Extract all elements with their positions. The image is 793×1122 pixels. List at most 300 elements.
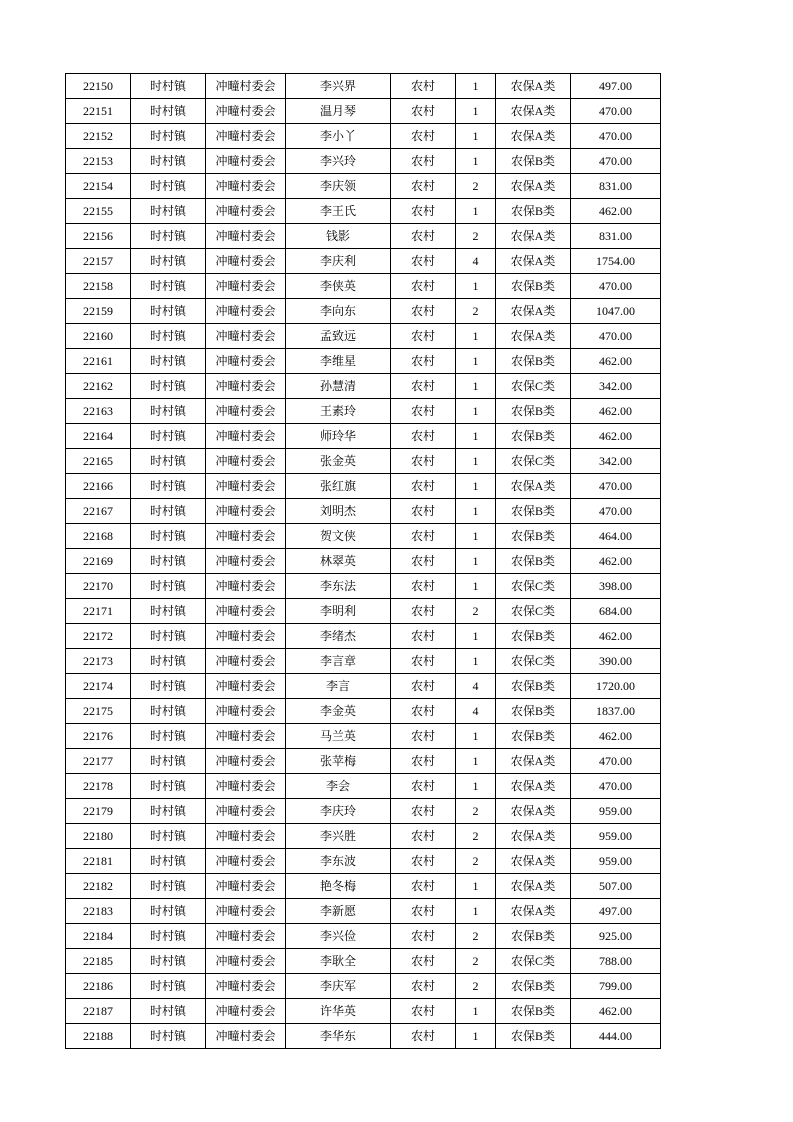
cell-headcount: 2 [456, 824, 496, 849]
cell-record-id: 22151 [66, 99, 131, 124]
cell-headcount: 1 [456, 499, 496, 524]
cell-person-name: 刘明杰 [286, 499, 391, 524]
cell-residence-type: 农村 [391, 724, 456, 749]
cell-amount: 470.00 [571, 749, 661, 774]
cell-amount: 462.00 [571, 549, 661, 574]
cell-person-name: 温月琴 [286, 99, 391, 124]
cell-person-name: 李绪杰 [286, 624, 391, 649]
cell-village-committee: 冲疃村委会 [206, 499, 286, 524]
cell-town: 时村镇 [131, 274, 206, 299]
cell-person-name: 许华英 [286, 999, 391, 1024]
cell-village-committee: 冲疃村委会 [206, 74, 286, 99]
cell-residence-type: 农村 [391, 149, 456, 174]
cell-town: 时村镇 [131, 349, 206, 374]
cell-headcount: 1 [456, 899, 496, 924]
cell-residence-type: 农村 [391, 674, 456, 699]
cell-insurance-category: 农保A类 [496, 474, 571, 499]
cell-amount: 464.00 [571, 524, 661, 549]
cell-headcount: 1 [456, 774, 496, 799]
cell-person-name: 李庆领 [286, 174, 391, 199]
cell-amount: 831.00 [571, 174, 661, 199]
cell-person-name: 艳冬梅 [286, 874, 391, 899]
cell-person-name: 李新愿 [286, 899, 391, 924]
cell-amount: 1754.00 [571, 249, 661, 274]
cell-town: 时村镇 [131, 1024, 206, 1049]
cell-amount: 959.00 [571, 849, 661, 874]
table-row [66, 74, 661, 99]
cell-headcount: 2 [456, 224, 496, 249]
cell-amount: 470.00 [571, 474, 661, 499]
cell-record-id: 22160 [66, 324, 131, 349]
cell-amount: 497.00 [571, 74, 661, 99]
cell-amount: 462.00 [571, 349, 661, 374]
cell-person-name: 林翠英 [286, 549, 391, 574]
cell-record-id: 22163 [66, 399, 131, 424]
cell-town: 时村镇 [131, 499, 206, 524]
cell-town: 时村镇 [131, 699, 206, 724]
cell-residence-type: 农村 [391, 824, 456, 849]
cell-headcount: 2 [456, 924, 496, 949]
cell-amount: 470.00 [571, 124, 661, 149]
cell-headcount: 1 [456, 274, 496, 299]
cell-insurance-category: 农保C类 [496, 574, 571, 599]
table-row [66, 799, 661, 824]
cell-insurance-category: 农保B类 [496, 399, 571, 424]
cell-headcount: 1 [456, 199, 496, 224]
cell-record-id: 22162 [66, 374, 131, 399]
cell-record-id: 22173 [66, 649, 131, 674]
cell-headcount: 2 [456, 799, 496, 824]
cell-record-id: 22154 [66, 174, 131, 199]
cell-residence-type: 农村 [391, 299, 456, 324]
cell-residence-type: 农村 [391, 999, 456, 1024]
cell-amount: 342.00 [571, 374, 661, 399]
cell-residence-type: 农村 [391, 774, 456, 799]
cell-headcount: 1 [456, 1024, 496, 1049]
table-row [66, 774, 661, 799]
cell-town: 时村镇 [131, 99, 206, 124]
cell-person-name: 张苹梅 [286, 749, 391, 774]
cell-headcount: 1 [456, 374, 496, 399]
cell-record-id: 22181 [66, 849, 131, 874]
cell-record-id: 22186 [66, 974, 131, 999]
cell-village-committee: 冲疃村委会 [206, 449, 286, 474]
cell-person-name: 李王氏 [286, 199, 391, 224]
table-row [66, 249, 661, 274]
cell-record-id: 22177 [66, 749, 131, 774]
cell-residence-type: 农村 [391, 274, 456, 299]
cell-record-id: 22176 [66, 724, 131, 749]
cell-headcount: 2 [456, 599, 496, 624]
cell-amount: 470.00 [571, 149, 661, 174]
cell-amount: 831.00 [571, 224, 661, 249]
cell-headcount: 1 [456, 624, 496, 649]
cell-headcount: 1 [456, 399, 496, 424]
cell-town: 时村镇 [131, 874, 206, 899]
cell-insurance-category: 农保B类 [496, 274, 571, 299]
cell-person-name: 张红旗 [286, 474, 391, 499]
cell-residence-type: 农村 [391, 899, 456, 924]
cell-village-committee: 冲疃村委会 [206, 99, 286, 124]
cell-village-committee: 冲疃村委会 [206, 249, 286, 274]
cell-amount: 497.00 [571, 899, 661, 924]
cell-headcount: 1 [456, 349, 496, 374]
cell-headcount: 1 [456, 324, 496, 349]
cell-record-id: 22187 [66, 999, 131, 1024]
cell-village-committee: 冲疃村委会 [206, 549, 286, 574]
table-row [66, 274, 661, 299]
cell-insurance-category: 农保B类 [496, 624, 571, 649]
cell-village-committee: 冲疃村委会 [206, 649, 286, 674]
table-row [66, 674, 661, 699]
cell-headcount: 1 [456, 449, 496, 474]
cell-town: 时村镇 [131, 924, 206, 949]
cell-town: 时村镇 [131, 849, 206, 874]
cell-insurance-category: 农保A类 [496, 174, 571, 199]
cell-insurance-category: 农保A类 [496, 74, 571, 99]
cell-residence-type: 农村 [391, 799, 456, 824]
cell-insurance-category: 农保A类 [496, 749, 571, 774]
cell-town: 时村镇 [131, 449, 206, 474]
cell-record-id: 22169 [66, 549, 131, 574]
cell-headcount: 2 [456, 299, 496, 324]
cell-insurance-category: 农保B类 [496, 674, 571, 699]
cell-town: 时村镇 [131, 474, 206, 499]
cell-insurance-category: 农保B类 [496, 149, 571, 174]
cell-insurance-category: 农保A类 [496, 324, 571, 349]
cell-residence-type: 农村 [391, 949, 456, 974]
cell-amount: 398.00 [571, 574, 661, 599]
cell-village-committee: 冲疃村委会 [206, 899, 286, 924]
cell-insurance-category: 农保B类 [496, 724, 571, 749]
cell-village-committee: 冲疃村委会 [206, 424, 286, 449]
cell-residence-type: 农村 [391, 424, 456, 449]
cell-headcount: 2 [456, 174, 496, 199]
cell-insurance-category: 农保B类 [496, 424, 571, 449]
cell-person-name: 李会 [286, 774, 391, 799]
cell-record-id: 22178 [66, 774, 131, 799]
cell-record-id: 22184 [66, 924, 131, 949]
cell-person-name: 李金英 [286, 699, 391, 724]
cell-town: 时村镇 [131, 224, 206, 249]
cell-insurance-category: 农保B类 [496, 999, 571, 1024]
table-row [66, 374, 661, 399]
cell-town: 时村镇 [131, 374, 206, 399]
cell-headcount: 1 [456, 424, 496, 449]
table-row [66, 824, 661, 849]
table-row [66, 499, 661, 524]
cell-residence-type: 农村 [391, 99, 456, 124]
cell-residence-type: 农村 [391, 699, 456, 724]
cell-record-id: 22168 [66, 524, 131, 549]
cell-insurance-category: 农保C类 [496, 949, 571, 974]
cell-town: 时村镇 [131, 124, 206, 149]
cell-town: 时村镇 [131, 149, 206, 174]
table-row [66, 949, 661, 974]
cell-insurance-category: 农保B类 [496, 549, 571, 574]
cell-insurance-category: 农保A类 [496, 849, 571, 874]
cell-residence-type: 农村 [391, 349, 456, 374]
cell-headcount: 1 [456, 749, 496, 774]
cell-record-id: 22174 [66, 674, 131, 699]
cell-town: 时村镇 [131, 999, 206, 1024]
cell-town: 时村镇 [131, 949, 206, 974]
cell-person-name: 李东法 [286, 574, 391, 599]
cell-village-committee: 冲疃村委会 [206, 1024, 286, 1049]
table-row [66, 649, 661, 674]
cell-residence-type: 农村 [391, 524, 456, 549]
cell-village-committee: 冲疃村委会 [206, 599, 286, 624]
cell-record-id: 22155 [66, 199, 131, 224]
cell-amount: 462.00 [571, 424, 661, 449]
cell-headcount: 1 [456, 649, 496, 674]
table-row [66, 874, 661, 899]
cell-person-name: 马兰英 [286, 724, 391, 749]
cell-amount: 470.00 [571, 774, 661, 799]
cell-record-id: 22188 [66, 1024, 131, 1049]
table-row [66, 974, 661, 999]
cell-town: 时村镇 [131, 799, 206, 824]
cell-person-name: 李言章 [286, 649, 391, 674]
cell-village-committee: 冲疃村委会 [206, 799, 286, 824]
cell-person-name: 李东波 [286, 849, 391, 874]
cell-residence-type: 农村 [391, 174, 456, 199]
cell-residence-type: 农村 [391, 924, 456, 949]
cell-person-name: 李小丫 [286, 124, 391, 149]
cell-residence-type: 农村 [391, 574, 456, 599]
cell-residence-type: 农村 [391, 199, 456, 224]
cell-village-committee: 冲疃村委会 [206, 824, 286, 849]
cell-town: 时村镇 [131, 74, 206, 99]
cell-village-committee: 冲疃村委会 [206, 349, 286, 374]
cell-town: 时村镇 [131, 899, 206, 924]
cell-person-name: 李向东 [286, 299, 391, 324]
table-row [66, 224, 661, 249]
cell-town: 时村镇 [131, 399, 206, 424]
cell-village-committee: 冲疃村委会 [206, 199, 286, 224]
cell-amount: 462.00 [571, 199, 661, 224]
cell-person-name: 李侠英 [286, 274, 391, 299]
cell-village-committee: 冲疃村委会 [206, 474, 286, 499]
cell-person-name: 李兴胜 [286, 824, 391, 849]
cell-residence-type: 农村 [391, 374, 456, 399]
cell-headcount: 4 [456, 674, 496, 699]
cell-town: 时村镇 [131, 424, 206, 449]
cell-village-committee: 冲疃村委会 [206, 574, 286, 599]
cell-residence-type: 农村 [391, 74, 456, 99]
cell-amount: 1720.00 [571, 674, 661, 699]
cell-insurance-category: 农保B类 [496, 199, 571, 224]
cell-person-name: 李耿全 [286, 949, 391, 974]
cell-person-name: 孙慧清 [286, 374, 391, 399]
cell-insurance-category: 农保C类 [496, 374, 571, 399]
table-row [66, 549, 661, 574]
cell-amount: 959.00 [571, 799, 661, 824]
cell-person-name: 李兴俭 [286, 924, 391, 949]
cell-amount: 470.00 [571, 499, 661, 524]
cell-person-name: 李维星 [286, 349, 391, 374]
cell-record-id: 22182 [66, 874, 131, 899]
cell-village-committee: 冲疃村委会 [206, 174, 286, 199]
cell-record-id: 22172 [66, 624, 131, 649]
cell-person-name: 师玲华 [286, 424, 391, 449]
cell-insurance-category: 农保C类 [496, 599, 571, 624]
cell-insurance-category: 农保A类 [496, 774, 571, 799]
cell-headcount: 2 [456, 849, 496, 874]
cell-residence-type: 农村 [391, 224, 456, 249]
table-row [66, 199, 661, 224]
cell-insurance-category: 农保B类 [496, 699, 571, 724]
cell-town: 时村镇 [131, 324, 206, 349]
cell-headcount: 1 [456, 549, 496, 574]
cell-headcount: 1 [456, 874, 496, 899]
table-row [66, 724, 661, 749]
cell-village-committee: 冲疃村委会 [206, 324, 286, 349]
cell-residence-type: 农村 [391, 499, 456, 524]
cell-person-name: 钱影 [286, 224, 391, 249]
table-row [66, 849, 661, 874]
cell-person-name: 李兴玲 [286, 149, 391, 174]
cell-person-name: 张金英 [286, 449, 391, 474]
table-row [66, 899, 661, 924]
table-row [66, 624, 661, 649]
cell-village-committee: 冲疃村委会 [206, 924, 286, 949]
cell-record-id: 22159 [66, 299, 131, 324]
cell-residence-type: 农村 [391, 849, 456, 874]
cell-insurance-category: 农保C类 [496, 449, 571, 474]
cell-town: 时村镇 [131, 174, 206, 199]
cell-headcount: 1 [456, 99, 496, 124]
cell-record-id: 22166 [66, 474, 131, 499]
cell-insurance-category: 农保B类 [496, 1024, 571, 1049]
table-row [66, 449, 661, 474]
cell-town: 时村镇 [131, 249, 206, 274]
cell-record-id: 22161 [66, 349, 131, 374]
cell-town: 时村镇 [131, 824, 206, 849]
cell-amount: 470.00 [571, 324, 661, 349]
cell-town: 时村镇 [131, 524, 206, 549]
cell-town: 时村镇 [131, 974, 206, 999]
cell-insurance-category: 农保A类 [496, 899, 571, 924]
cell-record-id: 22170 [66, 574, 131, 599]
cell-record-id: 22167 [66, 499, 131, 524]
cell-headcount: 1 [456, 124, 496, 149]
table-row [66, 524, 661, 549]
cell-village-committee: 冲疃村委会 [206, 274, 286, 299]
table-row [66, 574, 661, 599]
cell-record-id: 22185 [66, 949, 131, 974]
cell-person-name: 王素玲 [286, 399, 391, 424]
cell-amount: 788.00 [571, 949, 661, 974]
cell-record-id: 22180 [66, 824, 131, 849]
table-row [66, 174, 661, 199]
cell-residence-type: 农村 [391, 974, 456, 999]
table-row [66, 149, 661, 174]
cell-residence-type: 农村 [391, 624, 456, 649]
cell-amount: 462.00 [571, 999, 661, 1024]
table-row [66, 324, 661, 349]
cell-amount: 470.00 [571, 99, 661, 124]
cell-amount: 462.00 [571, 724, 661, 749]
cell-village-committee: 冲疃村委会 [206, 999, 286, 1024]
cell-residence-type: 农村 [391, 599, 456, 624]
cell-residence-type: 农村 [391, 649, 456, 674]
cell-headcount: 1 [456, 474, 496, 499]
cell-town: 时村镇 [131, 299, 206, 324]
cell-insurance-category: 农保B类 [496, 499, 571, 524]
cell-village-committee: 冲疃村委会 [206, 699, 286, 724]
cell-insurance-category: 农保A类 [496, 124, 571, 149]
cell-residence-type: 农村 [391, 399, 456, 424]
table-row [66, 1024, 661, 1049]
cell-insurance-category: 农保A类 [496, 874, 571, 899]
cell-record-id: 22171 [66, 599, 131, 624]
cell-residence-type: 农村 [391, 474, 456, 499]
cell-village-committee: 冲疃村委会 [206, 299, 286, 324]
table-row [66, 924, 661, 949]
cell-insurance-category: 农保C类 [496, 649, 571, 674]
cell-record-id: 22175 [66, 699, 131, 724]
cell-person-name: 贺文侠 [286, 524, 391, 549]
table-row [66, 999, 661, 1024]
cell-person-name: 李庆利 [286, 249, 391, 274]
table-row [66, 599, 661, 624]
cell-residence-type: 农村 [391, 549, 456, 574]
cell-village-committee: 冲疃村委会 [206, 624, 286, 649]
table-row [66, 474, 661, 499]
cell-headcount: 1 [456, 74, 496, 99]
cell-village-committee: 冲疃村委会 [206, 849, 286, 874]
cell-amount: 1047.00 [571, 299, 661, 324]
cell-town: 时村镇 [131, 574, 206, 599]
cell-headcount: 1 [456, 149, 496, 174]
cell-amount: 390.00 [571, 649, 661, 674]
cell-insurance-category: 农保A类 [496, 299, 571, 324]
cell-headcount: 2 [456, 949, 496, 974]
cell-headcount: 4 [456, 699, 496, 724]
cell-town: 时村镇 [131, 674, 206, 699]
cell-amount: 684.00 [571, 599, 661, 624]
cell-record-id: 22150 [66, 74, 131, 99]
cell-amount: 799.00 [571, 974, 661, 999]
cell-village-committee: 冲疃村委会 [206, 774, 286, 799]
payment-table [65, 73, 661, 1049]
cell-record-id: 22158 [66, 274, 131, 299]
cell-residence-type: 农村 [391, 749, 456, 774]
cell-insurance-category: 农保A类 [496, 799, 571, 824]
cell-insurance-category: 农保B类 [496, 524, 571, 549]
cell-amount: 959.00 [571, 824, 661, 849]
table-row [66, 99, 661, 124]
cell-record-id: 22164 [66, 424, 131, 449]
cell-residence-type: 农村 [391, 874, 456, 899]
cell-record-id: 22183 [66, 899, 131, 924]
table-row [66, 399, 661, 424]
cell-town: 时村镇 [131, 199, 206, 224]
cell-village-committee: 冲疃村委会 [206, 124, 286, 149]
cell-headcount: 1 [456, 724, 496, 749]
cell-insurance-category: 农保A类 [496, 224, 571, 249]
table-row [66, 749, 661, 774]
cell-person-name: 李庆玲 [286, 799, 391, 824]
cell-headcount: 4 [456, 249, 496, 274]
cell-village-committee: 冲疃村委会 [206, 874, 286, 899]
cell-record-id: 22165 [66, 449, 131, 474]
cell-headcount: 1 [456, 574, 496, 599]
cell-amount: 1837.00 [571, 699, 661, 724]
cell-headcount: 2 [456, 974, 496, 999]
cell-town: 时村镇 [131, 724, 206, 749]
